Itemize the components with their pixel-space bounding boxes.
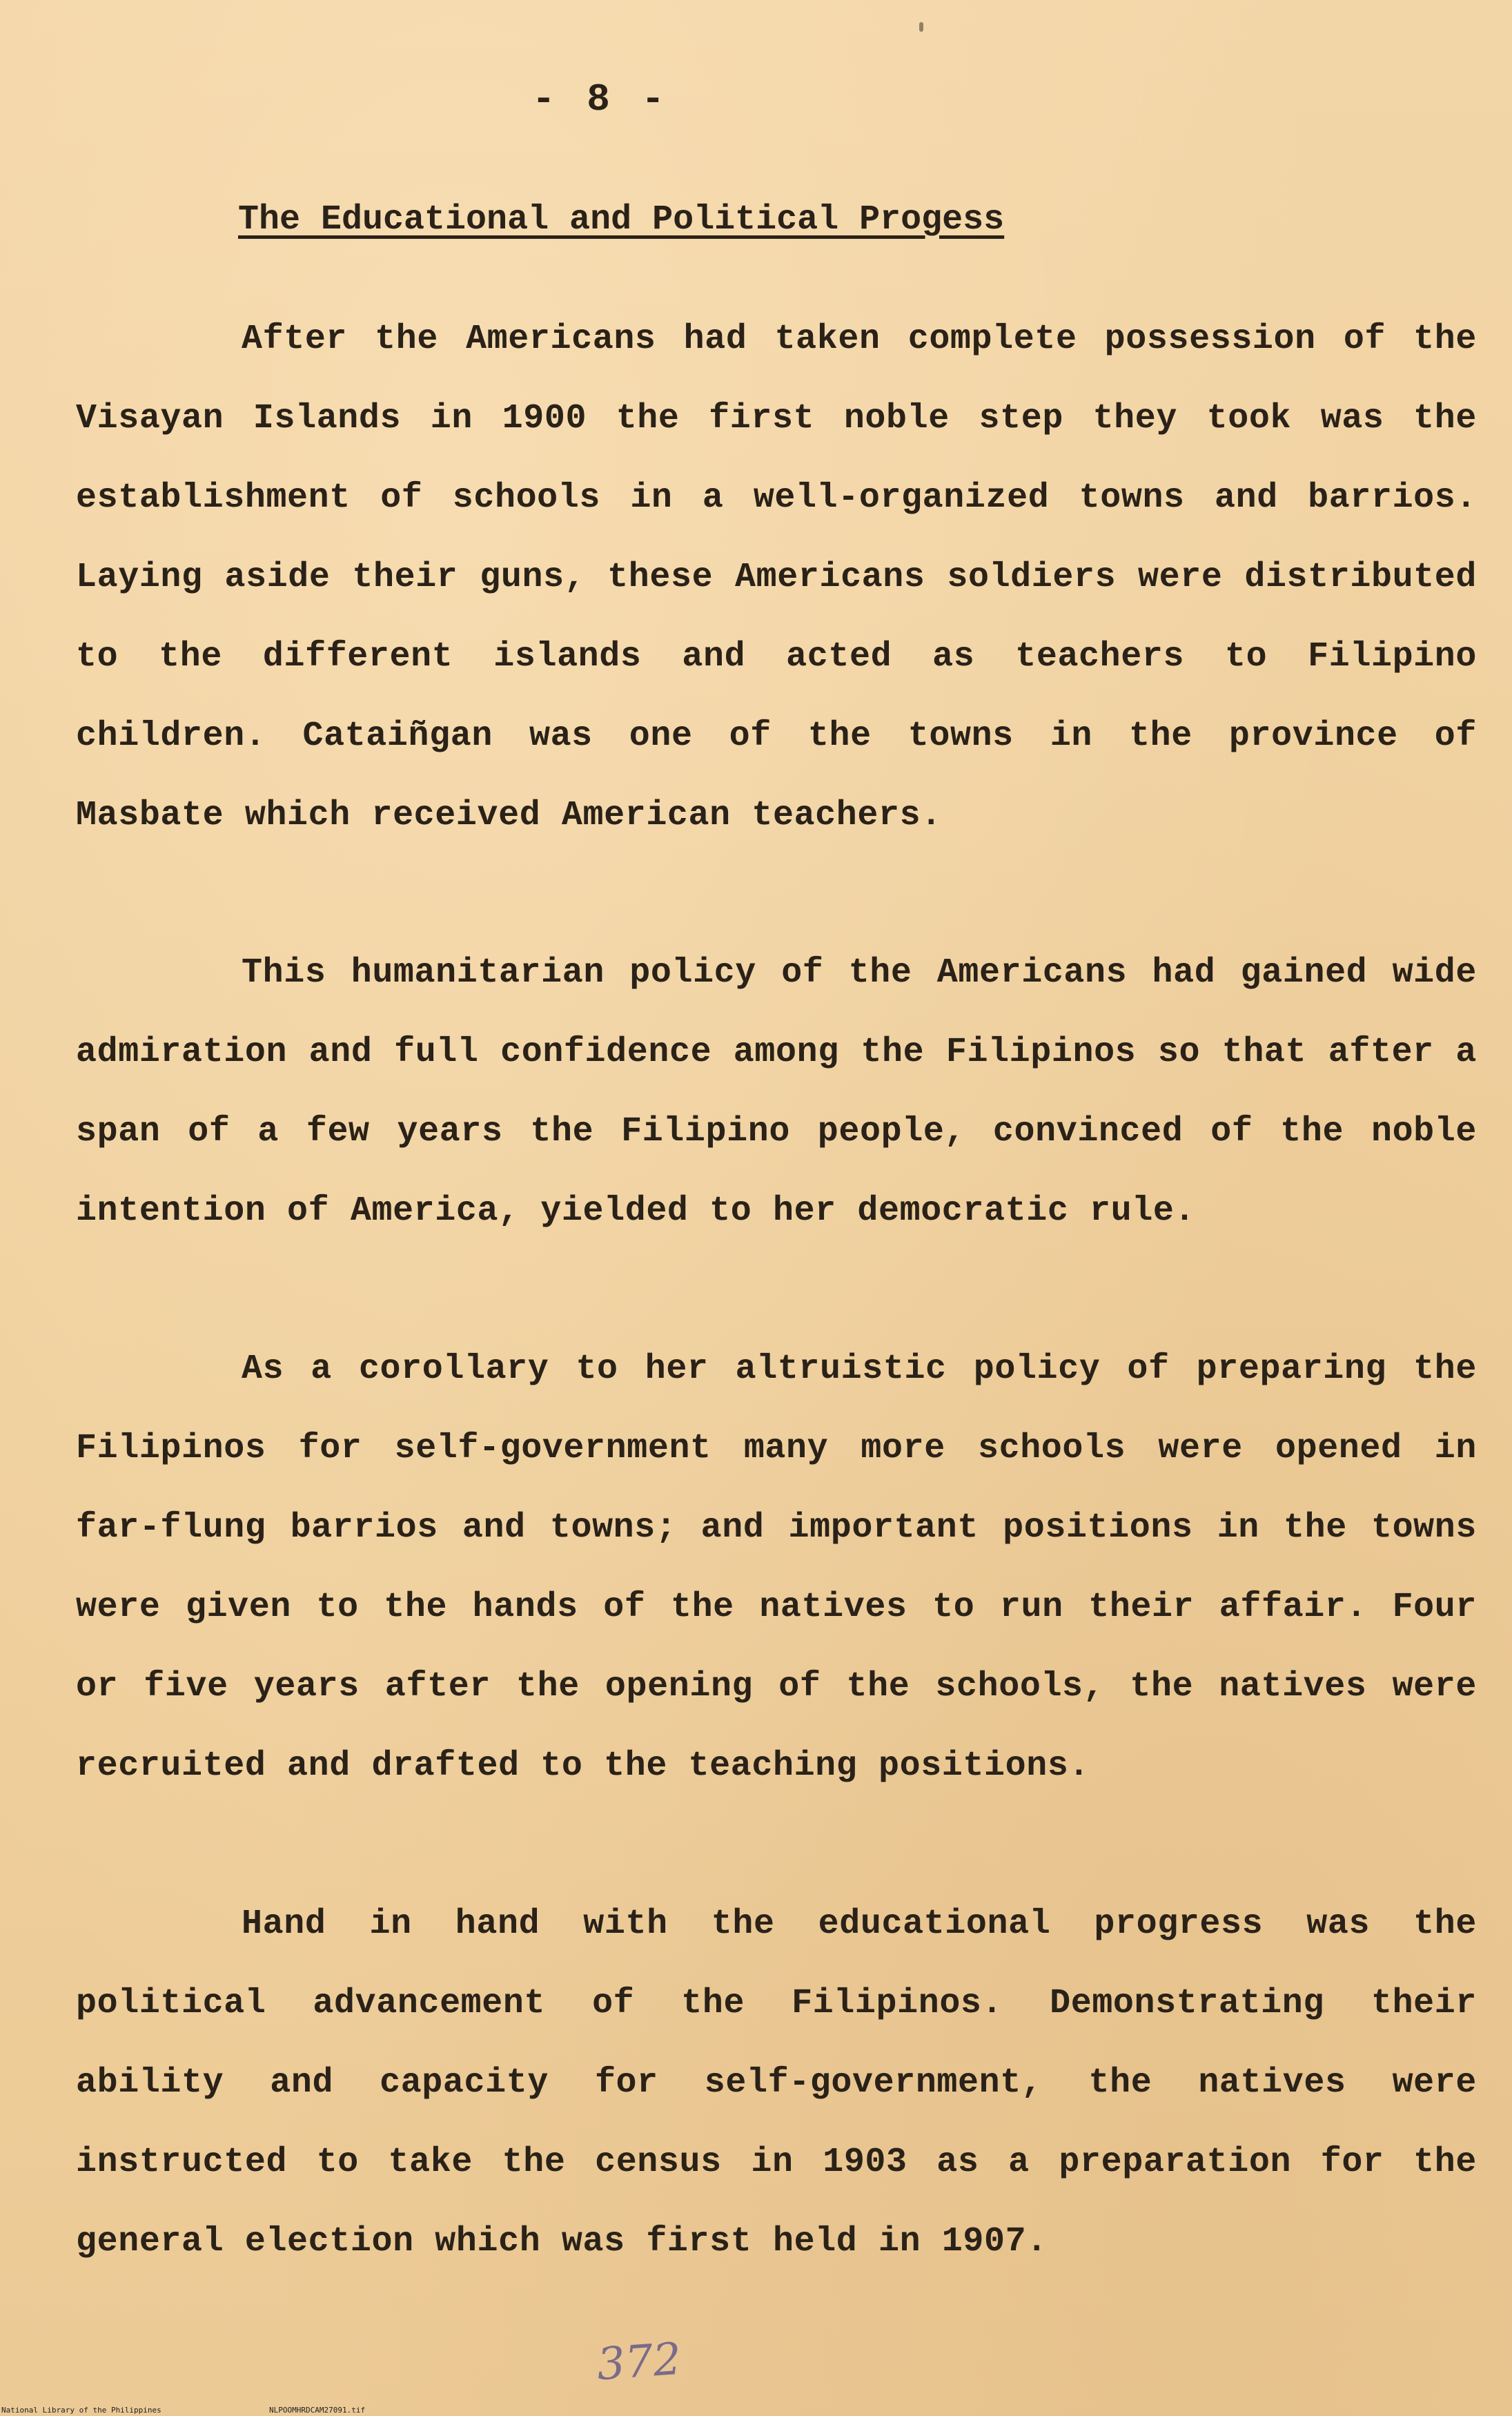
ink-speck: [919, 22, 923, 32]
footer-source: National Library of the Philippines: [1, 2406, 161, 2415]
body-paragraph-4: Hand in hand with the educational progress was the political advancement of the Filipinos. Demonstrating their ability and capacity for self-government, the natives were instructed to take the census in 1903 as a preparation for the general election which was first held in 1907.: [76, 1904, 1477, 2261]
handwritten-page-annotation: 372: [595, 2333, 683, 2391]
body-paragraph-2: This humanitarian policy of the Americans had gained wide admiration and full confidence among the Filipinos so that after a span of a few years the Filipino people, convinced of the noble intention of America, yielded to her democratic rule.: [76, 953, 1477, 1231]
section-heading: The Educational and Political Progess: [238, 200, 1005, 240]
body-paragraph-3: As a corollary to her altruistic policy of preparing the Filipinos for self-government many more schools were opened in far-flung barrios and towns; and important positions in the towns were given to the hands of the natives to run their affair. Four or five years after the opening of the schools, the natives were recruited and drafted to the teaching positions.: [76, 1350, 1477, 1786]
scan-footer: [0, 2405, 1512, 2416]
footer-filename: NLPOOMHRDCAM27091.tif: [269, 2406, 366, 2415]
page-number: - 8 -: [531, 77, 669, 121]
body-paragraph-1: After the Americans had taken complete possession of the Visayan Islands in 1900 the first noble step they took was the establishment of schools in a well-organized towns and barrios. Laying aside their guns, these Americans soldiers were distributed to the different islands and acted as teachers to Filipino children. Cataiñgan was one of the towns in the province of Masbate which received American teachers.: [76, 320, 1477, 835]
